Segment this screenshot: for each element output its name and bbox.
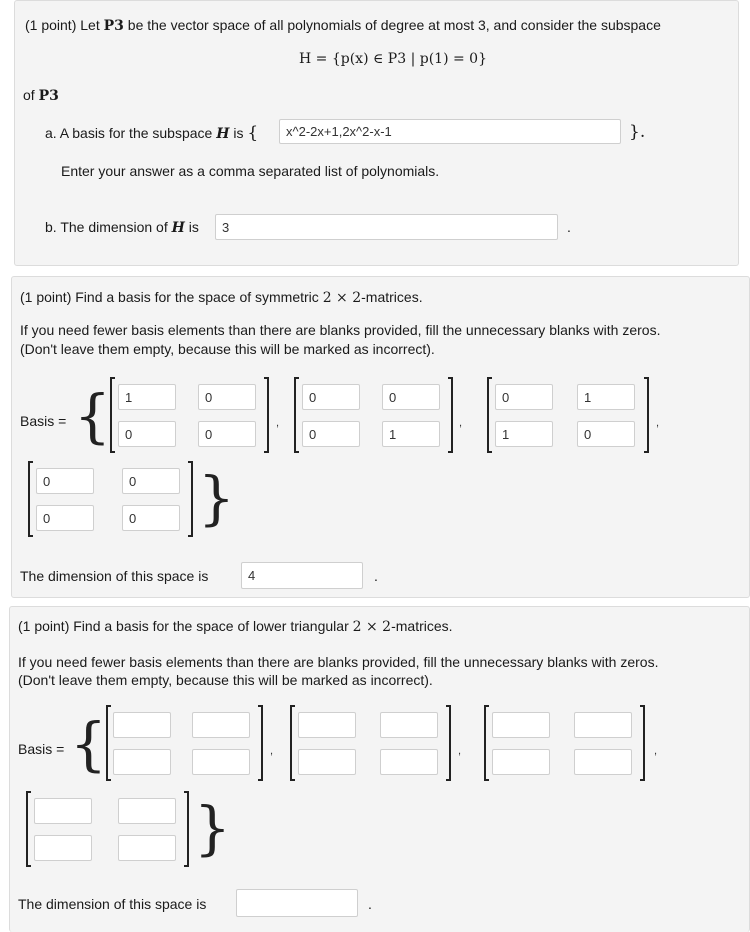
matrix-cell[interactable] bbox=[34, 835, 92, 861]
part-a-label bbox=[45, 123, 258, 143]
open-set-brace: { bbox=[74, 382, 111, 450]
matrix-cell[interactable] bbox=[113, 712, 171, 738]
matrix-cell[interactable] bbox=[192, 749, 250, 775]
matrix-cell[interactable] bbox=[382, 384, 440, 410]
prompt-text: Find a basis for the space of symmetric bbox=[75, 289, 319, 305]
of-label: of bbox=[23, 87, 35, 103]
dimension-label: The dimension of this space is bbox=[18, 896, 207, 912]
matrix-cell[interactable] bbox=[198, 421, 256, 447]
matrix-cell[interactable] bbox=[577, 384, 635, 410]
matrix-cell[interactable] bbox=[118, 835, 176, 861]
part-b-text: b. The dimension of bbox=[45, 219, 168, 235]
close-set-brace: } bbox=[198, 464, 235, 532]
comma: , bbox=[654, 745, 658, 757]
matrix-bracket-right bbox=[644, 377, 649, 453]
matrix-bracket-left bbox=[26, 791, 31, 867]
dimension-input[interactable] bbox=[215, 214, 558, 240]
open-brace: { bbox=[247, 123, 259, 143]
part-a-symbol: H bbox=[216, 126, 230, 142]
matrix-bracket-left bbox=[484, 705, 489, 781]
period: . bbox=[567, 219, 571, 235]
matrix-cell[interactable] bbox=[495, 384, 553, 410]
matrix-bracket-left bbox=[290, 705, 295, 781]
set-definition: H = {p(x) ∈ P3 | p(1) = 0} bbox=[299, 51, 487, 67]
matrix-bracket-left bbox=[28, 461, 33, 537]
space-symbol: P3 bbox=[103, 18, 124, 34]
points-label: (1 point) bbox=[18, 618, 70, 634]
points-label: (1 point) bbox=[25, 17, 77, 33]
part-b-label bbox=[45, 219, 199, 236]
comma: , bbox=[458, 745, 462, 757]
dimension-input[interactable] bbox=[241, 562, 363, 589]
matrix-cell[interactable] bbox=[492, 712, 550, 738]
prompt-end: -matrices. bbox=[361, 289, 423, 305]
intro-rest-text: be the vector space of all polynomials of degree at most 3, and consider the subspace bbox=[127, 17, 661, 33]
basis-label: Basis = bbox=[18, 741, 65, 757]
period: . bbox=[368, 896, 372, 912]
matrix-bracket-left bbox=[106, 705, 111, 781]
matrix-cell[interactable] bbox=[574, 712, 632, 738]
note-line-2: (Don't leave them empty, because this will be marked as incorrect). bbox=[18, 672, 433, 688]
comma: , bbox=[656, 417, 660, 429]
of-space-text bbox=[23, 87, 59, 104]
problem-2-statement bbox=[20, 289, 423, 306]
matrix-cell[interactable] bbox=[574, 749, 632, 775]
open-set-brace: { bbox=[70, 710, 107, 778]
matrix-bracket-left bbox=[294, 377, 299, 453]
matrix-cell[interactable] bbox=[298, 712, 356, 738]
problem-1-statement bbox=[25, 17, 661, 34]
matrix-cell[interactable] bbox=[492, 749, 550, 775]
matrix-cell[interactable] bbox=[118, 384, 176, 410]
matrix-cell[interactable] bbox=[198, 384, 256, 410]
part-b-is: is bbox=[188, 219, 199, 235]
matrix-size: 2 × 2 bbox=[322, 290, 362, 306]
matrix-bracket-left bbox=[110, 377, 115, 453]
prompt-end: -matrices. bbox=[391, 618, 453, 634]
close-set-brace: } bbox=[194, 794, 231, 862]
points-label: (1 point) bbox=[20, 289, 72, 305]
matrix-cell[interactable] bbox=[118, 421, 176, 447]
note-line-1: If you need fewer basis elements than there are blanks provided, fill the unnecessary blanks with zeros. bbox=[18, 654, 659, 670]
part-b-symbol: H bbox=[171, 220, 185, 236]
problem-2-panel bbox=[11, 276, 750, 598]
matrix-cell[interactable] bbox=[36, 468, 94, 494]
matrix-cell[interactable] bbox=[380, 712, 438, 738]
matrix-cell[interactable] bbox=[118, 798, 176, 824]
basis-hint: Enter your answer as a comma separated list of polynomials. bbox=[61, 163, 440, 179]
dimension-input[interactable] bbox=[236, 889, 358, 917]
matrix-bracket-right bbox=[446, 705, 451, 781]
matrix-bracket-right bbox=[188, 461, 193, 537]
matrix-cell[interactable] bbox=[382, 421, 440, 447]
problem-3-panel bbox=[9, 606, 750, 932]
basis-input[interactable] bbox=[279, 119, 621, 144]
matrix-cell[interactable] bbox=[302, 384, 360, 410]
part-a-is: is bbox=[233, 125, 244, 141]
comma: , bbox=[459, 417, 463, 429]
matrix-bracket-right bbox=[184, 791, 189, 867]
period: . bbox=[374, 568, 378, 584]
matrix-cell[interactable] bbox=[380, 749, 438, 775]
note-line-1: If you need fewer basis elements than there are blanks provided, fill the unnecessary blanks with zeros. bbox=[20, 322, 661, 338]
dimension-label: The dimension of this space is bbox=[20, 568, 209, 584]
matrix-bracket-left bbox=[487, 377, 492, 453]
problem-1-panel bbox=[14, 0, 739, 266]
matrix-cell[interactable] bbox=[122, 505, 180, 531]
matrix-cell[interactable] bbox=[113, 749, 171, 775]
matrix-size: 2 × 2 bbox=[352, 619, 392, 635]
comma: , bbox=[276, 417, 280, 429]
basis-label: Basis = bbox=[20, 413, 67, 429]
of-symbol: P3 bbox=[38, 88, 59, 104]
matrix-bracket-right bbox=[264, 377, 269, 453]
matrix-bracket-right bbox=[258, 705, 263, 781]
prompt-text: Find a basis for the space of lower triangular bbox=[73, 618, 349, 634]
matrix-cell[interactable] bbox=[122, 468, 180, 494]
part-a-text: a. A basis for the subspace bbox=[45, 125, 213, 141]
intro-text: Let bbox=[80, 17, 100, 33]
matrix-bracket-right bbox=[640, 705, 645, 781]
problem-3-statement bbox=[18, 618, 453, 635]
matrix-bracket-right bbox=[448, 377, 453, 453]
matrix-cell[interactable] bbox=[302, 421, 360, 447]
matrix-cell[interactable] bbox=[577, 421, 635, 447]
comma: , bbox=[270, 745, 274, 757]
note-line-2: (Don't leave them empty, because this will be marked as incorrect). bbox=[20, 341, 435, 357]
matrix-cell[interactable] bbox=[192, 712, 250, 738]
matrix-cell[interactable] bbox=[298, 749, 356, 775]
matrix-cell[interactable] bbox=[34, 798, 92, 824]
matrix-cell[interactable] bbox=[36, 505, 94, 531]
matrix-cell[interactable] bbox=[495, 421, 553, 447]
close-brace: }. bbox=[629, 122, 646, 142]
